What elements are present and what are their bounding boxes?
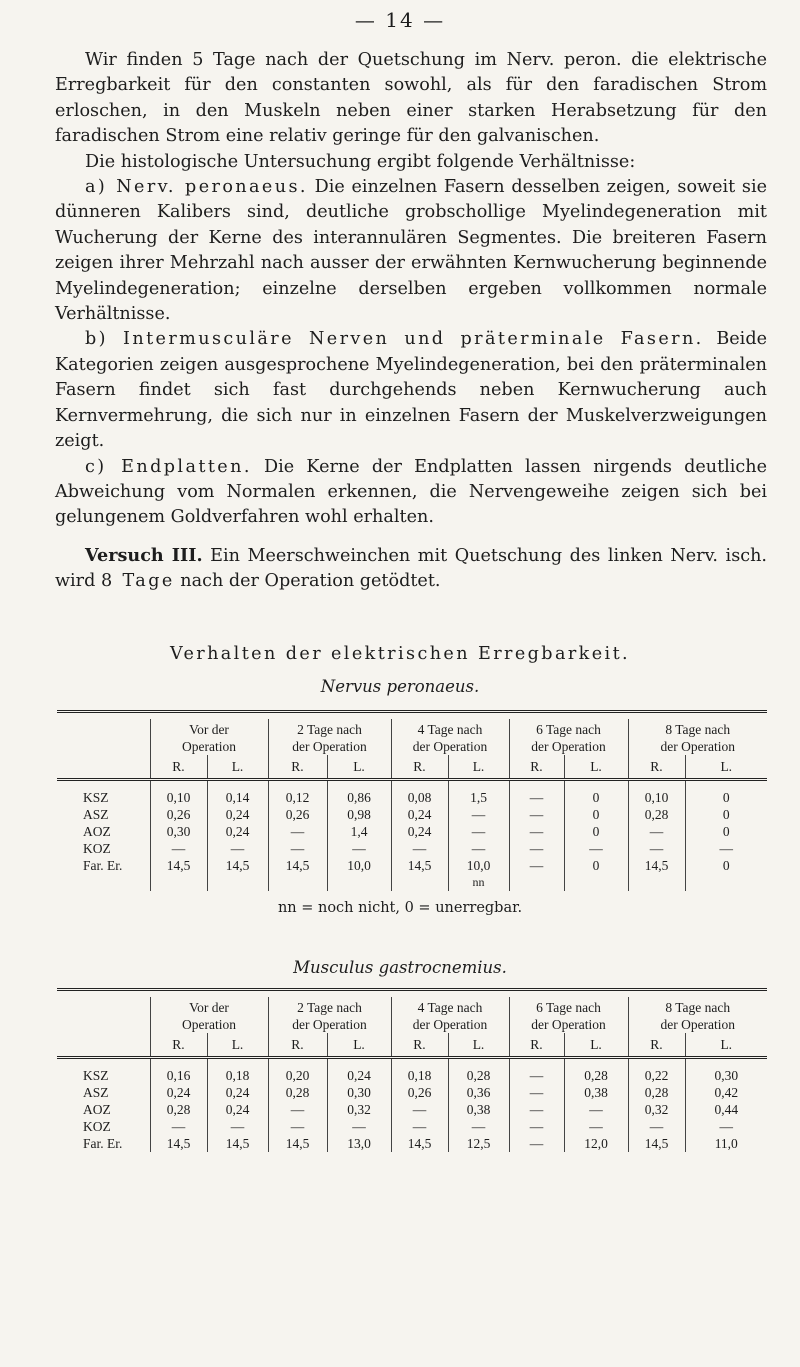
- side-header: L.: [207, 755, 268, 780]
- table-cell: —: [509, 806, 564, 823]
- header-corner: [57, 719, 150, 755]
- table-cell: —: [150, 840, 207, 857]
- table-cell: —: [207, 840, 268, 857]
- table-cell: —: [564, 840, 628, 857]
- table-cell: 0,86: [327, 780, 391, 807]
- table-cell: —: [564, 1101, 628, 1118]
- table-cell: 0,30: [327, 1084, 391, 1101]
- table-cell: 0: [685, 806, 767, 823]
- table-cell: —: [268, 840, 327, 857]
- group-header: 6 Tage nach der Operation: [509, 719, 628, 755]
- table-cell: —: [268, 1118, 327, 1135]
- row-label: Far. Er.: [83, 858, 123, 873]
- table-cell: —: [391, 1118, 448, 1135]
- table-cell: —: [448, 840, 509, 857]
- table-cell: 1,5: [448, 780, 509, 807]
- group-header: 4 Tage nach der Operation: [391, 719, 509, 755]
- section-label-a: a) Nerv. peronaeus.: [85, 177, 308, 198]
- table-cell: 0,28: [628, 1084, 685, 1101]
- table-cell: —: [628, 840, 685, 857]
- table-cell: 0,30: [685, 1058, 767, 1085]
- table-cell: 0,10: [628, 780, 685, 807]
- side-header: L.: [685, 1033, 767, 1058]
- table-cell: 10,0: [448, 857, 509, 874]
- table-cell: 0,22: [628, 1058, 685, 1085]
- table-cell: 0,24: [150, 1084, 207, 1101]
- table-cell: 0,38: [564, 1084, 628, 1101]
- table-row: [57, 1084, 767, 1101]
- group-header: 2 Tage nach der Operation: [268, 997, 391, 1033]
- paragraph-2: Die histologische Untersuchung ergibt folgende Verhältnisse:: [85, 151, 636, 172]
- table-cell: 14,5: [391, 1135, 448, 1152]
- table-cell: 0,44: [685, 1101, 767, 1118]
- table-cell: 0: [564, 823, 628, 840]
- table-cell: —: [509, 823, 564, 840]
- table-cell: 0,24: [391, 823, 448, 840]
- table-cell: 0,28: [628, 806, 685, 823]
- side-header: L.: [327, 1033, 391, 1058]
- side-header: L.: [327, 755, 391, 780]
- table-row: [57, 806, 767, 823]
- page-number: — 14 —: [354, 8, 446, 32]
- table-cell: —: [509, 780, 564, 807]
- table-cell: 0,14: [207, 780, 268, 807]
- side-header: R.: [268, 1033, 327, 1058]
- table-cell: 12,0: [564, 1135, 628, 1152]
- table-cell: 0,26: [268, 806, 327, 823]
- table-cell: —: [509, 857, 564, 874]
- table-nervus-peronaeus: [57, 710, 767, 891]
- table-cell: 0,24: [207, 823, 268, 840]
- table-cell: 14,5: [207, 1135, 268, 1152]
- group-header: 6 Tage nach der Operation: [509, 997, 628, 1033]
- table-cell: 0,38: [448, 1101, 509, 1118]
- table-cell: 0,32: [327, 1101, 391, 1118]
- table-cell: —: [509, 1101, 564, 1118]
- table-cell: 14,5: [628, 1135, 685, 1152]
- table-cell: 0,32: [628, 1101, 685, 1118]
- table-row: [57, 1058, 767, 1085]
- table-cell: 0,98: [327, 806, 391, 823]
- table-cell: —: [150, 1118, 207, 1135]
- table-cell: 14,5: [207, 857, 268, 874]
- table-cell: 0,20: [268, 1058, 327, 1085]
- row-label: ASZ: [83, 1085, 109, 1100]
- table-cell: 0,10: [150, 780, 207, 807]
- table-cell: —: [448, 1118, 509, 1135]
- table-cell: —: [391, 1101, 448, 1118]
- table-cell: 0,28: [448, 1058, 509, 1085]
- side-header: L.: [207, 1033, 268, 1058]
- row-label: AOZ: [83, 824, 111, 839]
- side-header: L.: [448, 1033, 509, 1058]
- row-label: KSZ: [83, 1068, 109, 1083]
- table-cell: 0,24: [207, 806, 268, 823]
- experiment-label: Versuch III.: [85, 544, 203, 566]
- table-note-row: [57, 874, 767, 891]
- table-cell: —: [685, 1118, 767, 1135]
- table-cell: 0,16: [150, 1058, 207, 1085]
- table-cell: —: [509, 840, 564, 857]
- table-cell: 0: [564, 780, 628, 807]
- table-row: [57, 1101, 767, 1118]
- table-cell: 0,28: [564, 1058, 628, 1085]
- table-cell: 0,18: [207, 1058, 268, 1085]
- side-header: R.: [391, 755, 448, 780]
- table-cell: —: [564, 1118, 628, 1135]
- table-cell: —: [448, 806, 509, 823]
- table-cell: 0,18: [391, 1058, 448, 1085]
- side-header: L.: [564, 1033, 628, 1058]
- side-header: R.: [268, 755, 327, 780]
- table-cell: 1,4: [327, 823, 391, 840]
- paragraph-1: Wir finden 5 Tage nach der Quetschung im Nerv. peron. die elektrische Erregbarkeit für den constanten sowohl, als für den faradischen Strom erloschen, in den Muskeln neben einer starken Herabsetzung für den faradischen Strom eine relativ geringe für den galvanischen.: [55, 50, 767, 147]
- section-label-b: b) Intermusculäre Nerven und präterminale Fasern.: [85, 329, 704, 350]
- table1-title: Nervus peronaeus.: [320, 677, 480, 696]
- table-cell: —: [327, 1118, 391, 1135]
- table-cell: 0,24: [207, 1084, 268, 1101]
- table-cell: 0,12: [268, 780, 327, 807]
- side-header: R.: [150, 755, 207, 780]
- table-cell: —: [268, 1101, 327, 1118]
- table-row: [57, 857, 767, 874]
- paragraph-b: b) Intermusculäre Nerven und präterminale Fasern. Beide Kategorien zeigen ausgesprochene Myelindegeneration, bei den präterminalen Fasern findet sich fast durchgehends neben Kernwucherung auch Kernvermehrung, die sich nur in einzelnen Fasern der Muskelverzweigungen zeigt.: [55, 329, 767, 452]
- side-header: R.: [628, 755, 685, 780]
- table-cell: 0,26: [391, 1084, 448, 1101]
- section-label-c: c) Endplatten.: [85, 456, 252, 477]
- cell-note: nn: [448, 874, 509, 891]
- table-row: [57, 1135, 767, 1152]
- side-header: L.: [685, 755, 767, 780]
- table-cell: 0,28: [268, 1084, 327, 1101]
- table-cell: 14,5: [150, 857, 207, 874]
- table-cell: —: [509, 1084, 564, 1101]
- table-cell: 0,36: [448, 1084, 509, 1101]
- table-cell: 13,0: [327, 1135, 391, 1152]
- table-cell: 0,24: [327, 1058, 391, 1085]
- body-text: [55, 48, 767, 595]
- table-cell: 0: [564, 857, 628, 874]
- group-header: Vor der Operation: [150, 997, 268, 1033]
- table-cell: —: [327, 840, 391, 857]
- table-cell: —: [509, 1058, 564, 1085]
- table-cell: 0,28: [150, 1101, 207, 1118]
- table-row: [57, 780, 767, 807]
- table-cell: 14,5: [391, 857, 448, 874]
- table-cell: —: [448, 823, 509, 840]
- table-cell: 12,5: [448, 1135, 509, 1152]
- table-cell: 0,08: [391, 780, 448, 807]
- row-label: Far. Er.: [83, 1136, 123, 1151]
- table-cell: —: [391, 840, 448, 857]
- side-header: L.: [564, 755, 628, 780]
- side-header: R.: [391, 1033, 448, 1058]
- side-header: R.: [509, 1033, 564, 1058]
- paragraph-a: a) Nerv. peronaeus. Die einzelnen Fasern desselben zeigen, soweit sie dünneren Kalibers sind, deutliche grobschollige Myelindegeneration mit Wucherung der Kerne des interannulären Segmentes. Die breiteren Fasern zeigen ihrer Mehrzahl nach ausser der erwähnten Kernwucherung beginnende Myelindegeneration; einzelne derselben ergeben vollkommen normale Verhältnisse.: [55, 177, 767, 325]
- side-header: R.: [628, 1033, 685, 1058]
- table-cell: —: [509, 1118, 564, 1135]
- table-cell: 0,42: [685, 1084, 767, 1101]
- table-cell: —: [628, 1118, 685, 1135]
- table2-title: Musculus gastrocnemius.: [293, 958, 507, 977]
- group-header: 8 Tage nach der Operation: [628, 997, 767, 1033]
- table-cell: 0,26: [150, 806, 207, 823]
- table-cell: 0: [685, 780, 767, 807]
- table-cell: 0,24: [391, 806, 448, 823]
- row-label: ASZ: [83, 807, 109, 822]
- table1-footnote: nn = noch nicht, 0 = unerregbar.: [277, 900, 523, 916]
- table-cell: 0: [685, 823, 767, 840]
- table-cell: 0,24: [207, 1101, 268, 1118]
- table-musculus-gastrocnemius: [57, 988, 767, 1152]
- table-cell: —: [685, 840, 767, 857]
- table-row: [57, 1118, 767, 1135]
- table-cell: 0: [564, 806, 628, 823]
- table-cell: 14,5: [268, 1135, 327, 1152]
- table-cell: 14,5: [150, 1135, 207, 1152]
- section-heading: Verhalten der elektrischen Erregbarkeit.: [169, 644, 631, 664]
- side-header: L.: [448, 755, 509, 780]
- table-cell: 14,5: [628, 857, 685, 874]
- group-header: 8 Tage nach der Operation: [628, 719, 767, 755]
- table-cell: —: [207, 1118, 268, 1135]
- row-label: KOZ: [83, 841, 111, 856]
- group-header: 2 Tage nach der Operation: [268, 719, 391, 755]
- group-header: Vor der Operation: [150, 719, 268, 755]
- table-cell: 14,5: [268, 857, 327, 874]
- side-header: R.: [509, 755, 564, 780]
- table-row: [57, 840, 767, 857]
- table-cell: —: [268, 823, 327, 840]
- row-label: KSZ: [83, 790, 109, 805]
- table-cell: 10,0: [327, 857, 391, 874]
- group-header: 4 Tage nach der Operation: [391, 997, 509, 1033]
- side-header: R.: [150, 1033, 207, 1058]
- table-cell: 11,0: [685, 1135, 767, 1152]
- paragraph-versuch: Versuch III. Ein Meerschweinchen mit Quetschung des linken Nerv. isch. wird 8 Tage nach der Operation getödtet.: [55, 544, 767, 592]
- table-cell: 0: [685, 857, 767, 874]
- table-row: [57, 823, 767, 840]
- row-label: AOZ: [83, 1102, 111, 1117]
- row-label: KOZ: [83, 1119, 111, 1134]
- table-cell: —: [628, 823, 685, 840]
- table-cell: 0,30: [150, 823, 207, 840]
- table-cell: —: [509, 1135, 564, 1152]
- paragraph-c: c) Endplatten. Die Kerne der Endplatten lassen nirgends deutliche Abweichung vom Normalen erkennen, die Nervengeweihe zeigen sich bei gelungenem Goldverfahren wohl erhalten.: [55, 456, 767, 528]
